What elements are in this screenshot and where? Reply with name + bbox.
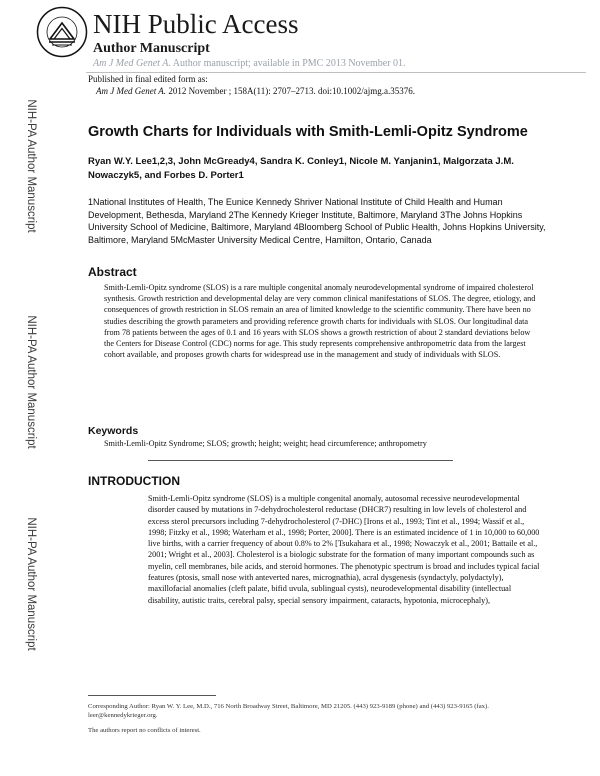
side-label-3	[24, 494, 38, 674]
introduction-heading: INTRODUCTION	[88, 474, 180, 488]
side-label-text: NIH-PA Author Manuscript	[25, 517, 37, 651]
abstract-body: Smith-Lemli-Opitz syndrome (SLOS) is a rare multiple congenital anomaly neurodevelopmental syndrome of impaired cholesterol synthesis. Growth restriction and developmental delay are very common clinical manifestations of SLOS. The degree, etiology, and consequences of growth restriction in SLOS remain an area of limited knowledge to the scientific community. There have been no studies describing the growth parameters and providing reference growth charts for individuals with SLOS. Our longitudinal data from 78 patients between the ages of 0.1 and 16 years with SLOS shows a growth restriction of about 2 standard deviations below the Centers for Disease Control (CDC) norms for age. This study represents comprehensive anthropometric data from the largest cohort available, and proposes growth charts for widespread use in the management and study of individuals with SLOS.	[104, 283, 536, 360]
header-divider	[86, 72, 586, 73]
watermark-rest: Author manuscript; available in PMC 2013 November 01.	[170, 58, 406, 69]
keywords-list: Smith-Lemli-Opitz Syndrome; SLOS; growth; height; weight; head circumference; anthropometry	[104, 439, 427, 448]
side-label-2	[24, 292, 38, 472]
conflict-statement: The authors report no conflicts of interest.	[88, 727, 201, 734]
nih-public-access-title: NIH Public Access	[93, 9, 299, 39]
citation-details: 2012 November ; 158A(11): 2707–2713. doi:10.1002/ajmg.a.35376.	[166, 86, 415, 96]
author-manuscript-label: Author Manuscript	[93, 41, 210, 56]
published-label: Published in final edited form as:	[88, 74, 208, 84]
correspondence-footnote: Corresponding Author: Ryan W. Y. Lee, M.D., 716 North Broadway Street, Baltimore, MD 21205. (443) 923-9189 (phone) and (443) 923-9165 (fax). leer@kennedykrieger.org.	[88, 703, 489, 719]
paper-title: Growth Charts for Individuals with Smith-Lemli-Opitz Syndrome	[88, 124, 528, 140]
author-list: Ryan W.Y. Lee1,2,3, John McGready4, Sandra K. Conley1, Nicole M. Yanjanin1, Malgorzata J.M. Nowaczyk5, and Forbes D. Porter1	[88, 156, 514, 181]
side-label-text: NIH-PA Author Manuscript	[25, 99, 37, 233]
keywords-heading: Keywords	[88, 425, 139, 437]
citation	[96, 86, 415, 96]
nih-seal-logo	[36, 6, 88, 58]
section-divider	[148, 460, 453, 461]
affiliations: 1National Institutes of Health, The Eunice Kennedy Shriver National Institute of Child Health and Human Development, Bethesda, Maryland 2The Kennedy Krieger Institute, Baltimore, Maryland 3The Johns Hopkins University School of Medicine, Baltimore, Maryland 4Bloomberg School of Public Health, Johns Hopkins University, Baltimore, Maryland 5McMaster University Medical Centre, Hamilton, Ontario, Canada	[88, 197, 546, 245]
citation-journal: Am J Med Genet A.	[96, 86, 167, 96]
introduction-body: Smith-Lemli-Opitz syndrome (SLOS) is a multiple congenital anomaly, autosomal recessive neurodevelopmental disorder caused by mutations in 7-dehydrocholesterol reductase (DHCR7) resulting in low levels of cholesterol and excess sterol precursors including 7-dehydrocholesterol (7-DHC) [Irons et al., 1993; Tint et al., 1994; Wassif et al., 1998; Fitzky et al., 1998; Waterham et al., 1998; Porter, 2000]. There is an estimated incidence of 1 in 10,000 to 60,000 live births, with a carrier frequency of about 0.8% to 2% [Tsukahara et al., 1998; Nowaczyk et al., 2001; Battaile et al., 2001; Wright et al., 2003]. Cholesterol is a biologic substrate for the formation of many important compounds such as myelin, cell membranes, bile acids, and steroid hormones. The phenotypic spectrum is broad and includes typical facial features (ptosis, small nose with anteverted nares, micrognathia), acral dysgenesis (syndactyly, polydactyly), maxillofacial anomalies (cleft palate, bifid uvula, sublingual cysts), neurodevelopmental disability (intellectual disability, autistic traits, cerebral palsy, special sensory impairment, cataracts, hypotonia, microcephaly),	[148, 494, 540, 605]
watermark-journal: Am J Med Genet A.	[93, 58, 171, 69]
manuscript-availability-line	[93, 58, 406, 69]
side-label-text: NIH-PA Author Manuscript	[25, 315, 37, 449]
side-label-1	[24, 76, 38, 256]
abstract-heading: Abstract	[88, 265, 137, 279]
footnote-divider	[88, 695, 216, 696]
